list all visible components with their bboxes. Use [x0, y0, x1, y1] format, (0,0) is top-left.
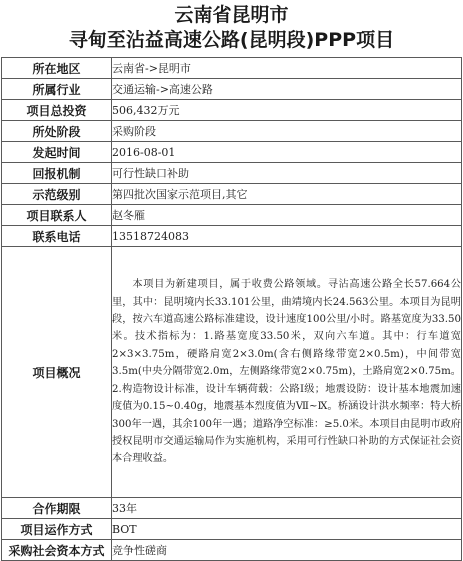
table-row-industry — [2, 79, 462, 100]
row-label: 所处阶段 — [2, 121, 112, 142]
table-row-operation-mode — [2, 519, 462, 540]
overview-text: 本项目为新建项目，属于收费公路领域。寻沾高速公路全长57.664公里，其中：昆明境内长33.101公里，曲靖境内长24.563公里。本项目为昆明段，按六车道高速公路标准建设，设计速度100公里/小时。路基宽度为33.50米。技术指标为：1.路基宽度33.50米，双向六车道。其中：行车道宽2×3×3.75m，硬路肩宽2×3.0m(含右侧路缘带宽2×0.5m)，中间带宽3.5m(中央分隔带宽2.0m，左侧路缘带宽2×0.75m)，土路肩宽2×0.75m。2.构造物设计标准，设计车辆荷载：公路Ⅰ级；地震设防：设计基本地震加速度值为0.15~0.40g，地震基本烈度值为Ⅶ~Ⅸ。桥涵设计洪水频率：特大桥300年一遇，其余100年一遇；道路净空标准：≥5.0米。本项目由昆明市政府授权昆明市交通运输局作为实施机构，采用可行性缺口补助的方式保证社会资本合理收益。 — [112, 279, 461, 465]
overview-text-cell — [112, 247, 462, 498]
row-value: 交通运输->高速公路 — [112, 79, 462, 100]
row-value: 13518724083 — [112, 226, 462, 247]
row-value: 采购阶段 — [112, 121, 462, 142]
row-value: 赵冬雁 — [112, 205, 462, 226]
row-value: 33年 — [112, 498, 462, 519]
row-value: 云南省->昆明市 — [112, 58, 462, 79]
row-value: 2016-08-01 — [112, 142, 462, 163]
row-label: 项目运作方式 — [2, 519, 112, 540]
row-label: 联系电话 — [2, 226, 112, 247]
row-value: 第四批次国家示范项目,其它 — [112, 184, 462, 205]
page-title-line-2: 寻甸至沾益高速公路(昆明段)PPP项目 — [68, 29, 395, 51]
row-label: 回报机制 — [2, 163, 112, 184]
row-label: 合作期限 — [2, 498, 112, 519]
table-row-total-investment — [2, 100, 462, 121]
row-value: 506,432万元 — [112, 100, 462, 121]
table-row-demo-level — [2, 184, 462, 205]
row-label: 项目联系人 — [2, 205, 112, 226]
table-row-contact-phone — [2, 226, 462, 247]
row-label: 采购社会资本方式 — [2, 540, 112, 561]
table-row-overview — [2, 247, 462, 498]
table-row-return-mechanism — [2, 163, 462, 184]
row-label: 所属行业 — [2, 79, 112, 100]
table-row-procurement-method — [2, 540, 462, 561]
row-value: 竞争性磋商 — [112, 540, 462, 561]
page-title-line-1: 云南省昆明市 — [174, 4, 289, 26]
table-row-contact-person — [2, 205, 462, 226]
project-info-table — [1, 57, 462, 561]
row-value: 可行性缺口补助 — [112, 163, 462, 184]
table-row-region — [2, 58, 462, 79]
row-label: 项目总投资 — [2, 100, 112, 121]
table-row-stage — [2, 121, 462, 142]
row-label: 所在地区 — [2, 58, 112, 79]
row-label: 示范级别 — [2, 184, 112, 205]
table-row-cooperation-period — [2, 498, 462, 519]
row-value: BOT — [112, 519, 462, 540]
table-row-launch-date — [2, 142, 462, 163]
row-label: 发起时间 — [2, 142, 112, 163]
row-label: 项目概况 — [2, 247, 112, 498]
